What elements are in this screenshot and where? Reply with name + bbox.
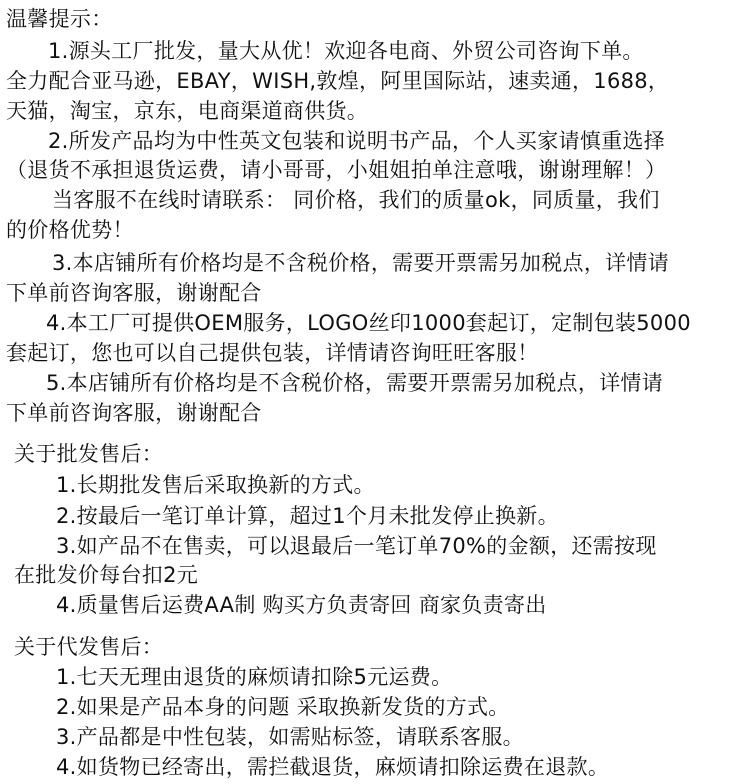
wholesale-line: 3.如产品不在售卖，可以退最后一笔订单70%的金额，还需按现 (56, 534, 657, 558)
notice-line: （退货不承担退货运费，请小哥哥，小姐姐拍单注意哦，谢谢理解！） (6, 158, 667, 182)
notice-line: 下单前咨询客服，谢谢配合 (6, 281, 262, 305)
notice-line: 4.本工厂可提供OEM服务，LOGO丝印1000套起订，定制包装5000 (46, 311, 691, 335)
wholesale-heading: 关于批发售后： (14, 442, 164, 466)
notice-line: 天猫，淘宝，京东，电商渠道商供货。 (6, 99, 369, 123)
notice-line: 3.本店铺所有价格均是不含税价格，需要开票需另加税点，详情请 (52, 251, 670, 275)
dropship-heading: 关于代发售后： (14, 635, 164, 659)
notice-line: 5.本店铺所有价格均是不含税价格，需要开票需另加税点，详情请 (46, 371, 664, 395)
notice-line: 全力配合亚马逊，EBAY，WISH,敦煌，阿里国际站，速卖通，1688， (6, 69, 670, 93)
wholesale-line: 2.按最后一笔订单计算，超过1个月未批发停止换新。 (56, 504, 559, 528)
notice-line: 的价格优势！ (6, 218, 134, 242)
dropship-line: 3.产品都是中性包装，如需贴标签，请联系客服。 (56, 725, 524, 749)
wholesale-line: 在批发价每台扣2元 (14, 563, 199, 587)
dropship-line: 4.如货物已经寄出，需拦截退货，麻烦请扣除运费在退款。 (56, 755, 610, 779)
wholesale-line: 4.质量售后运费AA制 购买方负责寄回 商家负责寄出 (56, 593, 547, 617)
notice-line: 下单前咨询客服，谢谢配合 (6, 401, 262, 425)
wholesale-line: 1.长期批发售后采取换新的方式。 (56, 473, 375, 497)
dropship-line: 2.如果是产品本身的问题 采取换新发货的方式。 (56, 695, 510, 719)
notice-line: 当客服不在线时请联系： 同价格，我们的质量ok，同质量，我们 (52, 188, 660, 212)
dropship-line: 1.七天无理由退货的麻烦请扣除5元运费。 (56, 665, 453, 689)
notice-line: 2.所发产品均为中性英文包装和说明书产品，个人买家请慎重选择 (48, 129, 666, 153)
notice-line: 1.源头工厂批发，量大从优！欢迎各电商、外贸公司咨询下单。 (48, 39, 644, 63)
notice-heading: 温馨提示： (6, 7, 113, 31)
notice-line: 套起订，您也可以自己提供包装，详情请咨询旺旺客服！ (6, 341, 539, 365)
